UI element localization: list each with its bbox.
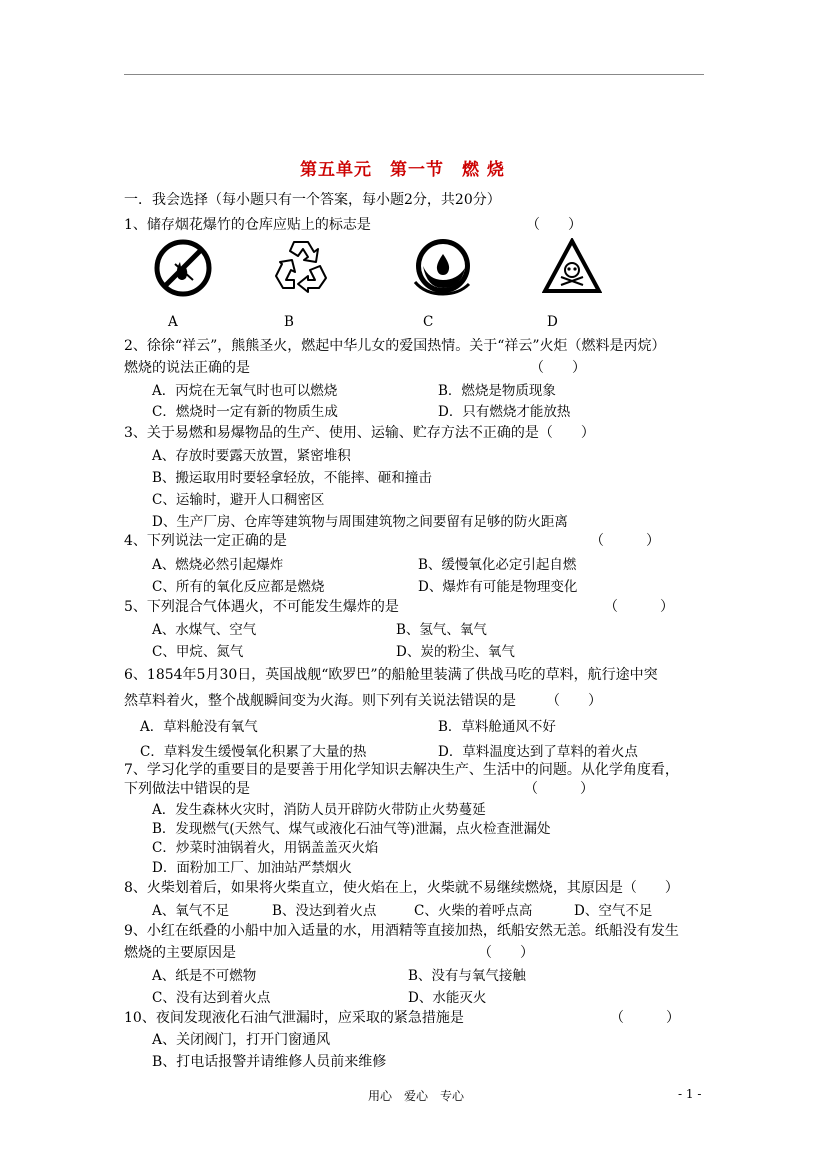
question-5-stem: 5、下列混合气体遇火，不可能发生爆炸的是 [124,599,399,615]
question-2-line2: 燃烧的说法正确的是 [124,360,250,376]
question-7-line1: 7、学习化学的重要目的是要善于用化学知识去解决生产、生活中的问题。从化学角度看， [124,762,679,778]
question-3-option-b: B、搬运取用时要轻拿轻放，不能摔、砸和撞击 [152,470,432,486]
question-9-line1: 9、小红在纸叠的小船中加入适量的水，用酒精等直接加热，纸船安然无恙。纸船没有发生 [124,923,679,939]
question-8-option-c: C、火柴的着呼点高 [414,903,533,919]
option-label-b: B [284,314,294,330]
question-6-answer-paren: （ ） [546,693,602,709]
question-5-option-d: D、炭的粉尘、氧气 [396,644,515,660]
question-8-stem: 8、火柴划着后，如果将火柴直立，使火焰在上，火柴就不易继续燃烧，其原因是（ ） [124,880,679,896]
question-8-option-a: A、氧气不足 [152,903,230,919]
toxic-skull-icon [542,238,602,294]
question-10-stem: 10、夜间发现液化石油气泄漏时，应采取的紧急措施是 [124,1010,464,1026]
question-9-option-d: D、水能灭火 [408,990,487,1006]
question-6-option-d: D．草料温度达到了草料的着火点 [438,744,638,760]
option-label-a: A [168,314,178,330]
question-2-option-b: B．燃烧是物质现象 [438,383,556,399]
question-4-stem: 4、下列说法一定正确的是 [124,533,287,549]
question-2-option-a: A．丙烷在无氧气时也可以燃烧 [152,383,338,399]
question-7-answer-paren: （ ） [524,781,594,797]
question-2-answer-paren: （ ） [530,360,586,376]
footer-motto: 用心 爱心 专心 [368,1089,465,1103]
section-heading: 一．我会选择（每小题只有一个答案，每小题2分，共20分） [124,192,501,208]
page-number: - 1 - [678,1087,702,1101]
question-6-option-c: C．草料发生缓慢氧化积累了大量的热 [140,744,367,760]
question-4-option-b: B、缓慢氧化必定引起自燃 [418,557,577,573]
option-label-c: C [423,314,434,330]
question-6-option-b: B．草料舱通风不好 [438,719,556,735]
question-4-option-c: C、所有的氧化反应都是燃烧 [152,579,325,595]
question-8-option-d: D、空气不足 [574,903,653,919]
recycle-icon [270,234,332,296]
option-label-d: D [547,314,558,330]
page-title: 第五单元 第一节 燃 烧 [300,160,505,180]
question-9-option-c: C、没有达到着火点 [152,990,271,1006]
question-4-answer-paren: （ ） [590,533,660,549]
question-10-option-b: B、打电话报警并请维修人员前来维修 [152,1054,387,1070]
no-fire-icon [153,238,213,298]
question-9-option-a: A、纸是不可燃物 [152,968,257,984]
question-5-option-a: A、水煤气、空气 [152,622,257,638]
question-3-option-d: D、生产厂房、仓库等建筑物与周围建筑物之间要留有足够的防火距离 [152,514,568,530]
question-1-stem: 1、储存烟花爆竹的仓库应贴上的标志是 [124,217,371,233]
question-7-option-d: D．面粉加工厂、加油站严禁烟火 [152,860,352,876]
question-4-option-d: D、爆炸有可能是物理变化 [418,579,578,595]
question-8-option-b: B、没达到着火点 [272,903,377,919]
question-9-option-b: B、没有与氧气接触 [408,968,526,984]
header-rule [124,74,704,75]
question-10-answer-paren: （ ） [610,1010,680,1026]
question-7-option-c: C．炒菜时油锅着火，用锅盖盖灭火焰 [152,840,379,856]
question-5-option-c: C、甲烷、氮气 [152,644,244,660]
question-3-option-c: C、运输时，避开人口稠密区 [152,492,325,508]
question-5-answer-paren: （ ） [604,599,674,615]
water-drop-hand-icon [411,236,475,300]
question-9-line2: 燃烧的主要原因是 [124,945,236,961]
question-4-option-a: A、燃烧必然引起爆炸 [152,557,284,573]
question-7-option-a: A．发生森林火灾时，消防人员开辟防火带防止火势蔓延 [152,802,486,818]
question-2-line1: 2、徐徐“祥云”，熊熊圣火，燃起中华儿女的爱国热情。关于“祥云”火炬（燃料是丙烷） [124,338,666,354]
question-3-stem: 3、关于易燃和易爆物品的生产、使用、运输、贮存方法不正确的是（ ） [124,425,595,441]
question-6-option-a: A．草料舱没有氧气 [140,719,258,735]
question-3-option-a: A、存放时要露天放置，紧密堆积 [152,448,351,464]
question-6-line1: 6、1854年5月30日，英国战舰“欧罗巴”的船舱里装满了供战马吃的草料，航行途中突 [124,667,658,683]
question-2-option-d: D．只有燃烧才能放热 [438,404,571,420]
question-1-answer-paren: （ ） [526,217,582,233]
question-6-line2: 然草料着火，整个战舰瞬间变为火海。则下列有关说法错误的是 [124,693,516,709]
question-7-line2: 下列做法中错误的是 [124,781,250,797]
question-5-option-b: B、氢气、氧气 [396,622,487,638]
question-10-option-a: A、关闭阀门，打开门窗通风 [152,1032,331,1048]
question-2-option-c: C．燃烧时一定有新的物质生成 [152,404,338,420]
question-9-answer-paren: （ ） [478,945,534,961]
question-7-option-b: B．发现燃气(天然气、煤气或液化石油气等)泄漏，点火检查泄漏处 [152,821,551,837]
